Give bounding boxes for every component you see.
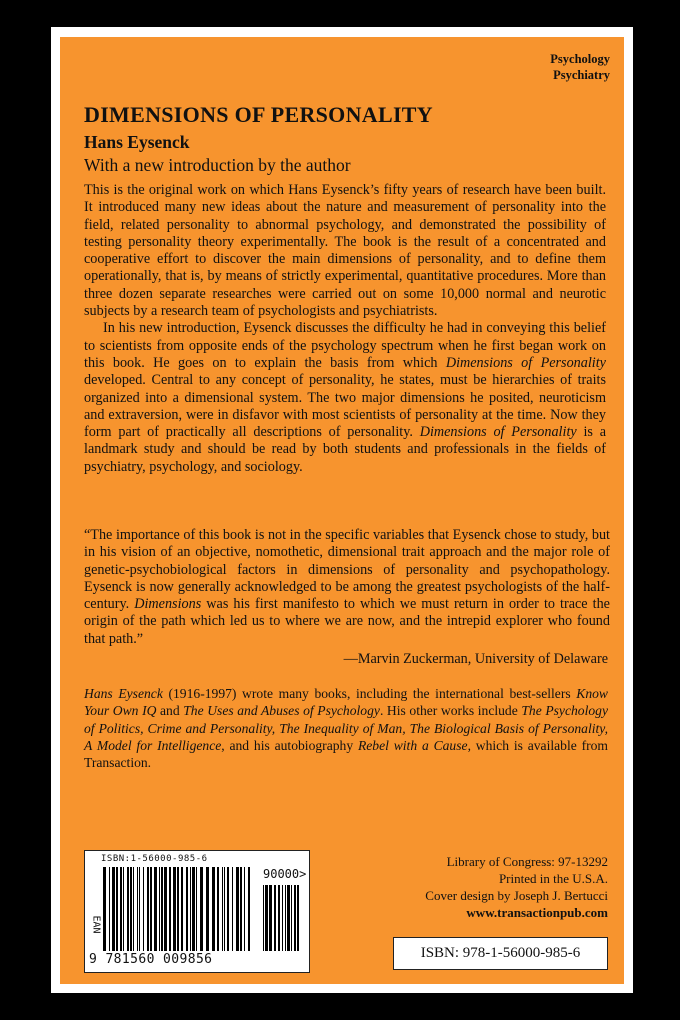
quote-attribution: —Marvin Zuckerman, University of Delaware <box>343 651 608 667</box>
barcode-bar <box>116 867 118 951</box>
isbn-box: ISBN: 978-1-56000-985-6 <box>393 937 608 970</box>
barcode-bar <box>186 867 188 951</box>
barcode-bar <box>227 867 229 951</box>
barcode-bar <box>164 867 167 951</box>
barcode-bar <box>232 867 233 951</box>
barcode-bar <box>133 867 134 951</box>
barcode-bar <box>181 867 183 951</box>
barcode-bar <box>154 867 157 951</box>
library-of-congress: Library of Congress: 97-13292 <box>446 854 608 869</box>
barcode-bar <box>112 867 115 951</box>
publisher-website[interactable]: www.transactionpub.com <box>466 905 608 920</box>
description-paragraph-2: In his new introduction, Eysenck discusses the difficulty he had in conveying this belief to scientists from opposite ends of the psychology spectrum when he first began work on this book. He goes on to explain the basis from which Dimensions of Personality developed. Central to any concept of personality, he states, must be hierarchies of traits organized into a dimensional system. The two major dimensions he posited, neuroticism and extraversion, were in disfavor with most scientists of personality at the time. Now they form part of practically all descriptions of personality. Dimensions of Personality is a landmark study and should be read by both students and professionals in the fields of psychiatry, psychology, and sociology. <box>84 320 606 475</box>
barcode-bar <box>236 867 239 951</box>
barcode-bar <box>240 867 242 951</box>
barcode-bar <box>173 867 176 951</box>
barcode-bar <box>103 867 106 951</box>
barcode-bar <box>169 867 171 951</box>
barcode-bar <box>212 867 215 951</box>
barcode-bar <box>278 885 280 951</box>
barcode-addon-bars <box>263 885 303 951</box>
barcode-bar <box>196 867 197 951</box>
barcode-bar <box>177 867 179 951</box>
barcode-bar <box>287 885 290 951</box>
intro-note: With a new introduction by the author <box>84 155 351 175</box>
barcode-isbn-text: ISBN:1-56000-985-6 <box>101 854 208 864</box>
back-cover-panel <box>60 37 624 984</box>
description-paragraph-1: This is the original work on which Hans Eysenck’s fifty years of research have been built. It introduced many new ideas about the nature and measurement of personality into the field, related personality to abnormal psychology, and demonstrated the possibility of testing personality theory experimentally. The book is the result of a concentrated and cooperative effort to discover the main dimensions of personality, and to define them operationally, that is, by means of strictly experimental, quantitative procedures. More than three dozen separate researches were carried out on some 10,000 normal and neurotic subjects by a research team of psychologists and psychiatrists. <box>84 182 606 320</box>
barcode-bar <box>206 867 209 951</box>
subject-psychology: Psychology <box>550 52 610 66</box>
barcode-bar <box>269 885 272 951</box>
book-title: DIMENSIONS OF PERSONALITY <box>84 102 433 127</box>
barcode-bar <box>265 885 268 951</box>
barcode-bar <box>285 885 286 951</box>
barcode-bar <box>274 885 276 951</box>
barcode-bars <box>103 867 253 951</box>
author-bio: Hans Eysenck (1916-1997) wrote many books, including the international best-sellers Know Your Own IQ and The Uses and Abuses of Psychology. His other works include The Psychology of Politics, Crime and Personality, The Inequality of Man, The Biological Basis of Personality, A Model for Intelligence, and his autobiography Rebel with a Cause, which is available from Transaction. <box>84 686 609 771</box>
book-author: Hans Eysenck <box>84 132 190 152</box>
barcode-bar <box>159 867 160 951</box>
review-quote: “The importance of this book is not in the specific variables that Eysenck chose to study, but in his vision of an objective, nomothetic, dimensional trait approach and the major role of genetic-psychobiological factors in dimensions of personality and psychopathology. Eysenck is now generally acknowledged to be among the greatest psychologists of the half-century. Dimensions was his first manifesto to which we must return in order to trace the origin of the path which led us to where we are now, and the intrepid explorer who found that path.” <box>84 527 610 647</box>
subject-psychiatry: Psychiatry <box>553 68 610 82</box>
barcode-bar <box>139 867 140 951</box>
barcode-bar <box>200 867 203 951</box>
barcode-digits: 9 781560 009856 <box>89 952 213 967</box>
barcode-bar <box>297 885 299 951</box>
barcode-bar <box>192 867 195 951</box>
barcode <box>84 850 310 973</box>
barcode-bar <box>224 867 225 951</box>
barcode-bar <box>150 867 152 951</box>
barcode-bar <box>291 885 292 951</box>
description <box>84 182 606 476</box>
barcode-bar <box>190 867 191 951</box>
cover-design-credit: Cover design by Joseph J. Bertucci <box>425 888 608 903</box>
barcode-addon-digits: 90000> <box>263 867 307 881</box>
barcode-bar <box>137 867 138 951</box>
barcode-bar <box>222 867 223 951</box>
barcode-bar <box>248 867 250 951</box>
ean-label: EAN <box>90 915 102 934</box>
barcode-bar <box>109 867 110 951</box>
barcode-bar <box>161 867 163 951</box>
barcode-bar <box>294 885 296 951</box>
subject-categories <box>550 51 610 83</box>
barcode-bar <box>244 867 245 951</box>
barcode-bar <box>143 867 144 951</box>
publisher-info <box>425 853 608 921</box>
barcode-bar <box>147 867 149 951</box>
barcode-bar <box>217 867 219 951</box>
barcode-bar <box>263 885 264 951</box>
barcode-bar <box>130 867 132 951</box>
barcode-bar <box>127 867 129 951</box>
printed-in: Printed in the U.S.A. <box>498 871 608 886</box>
barcode-bar <box>123 867 124 951</box>
barcode-bar <box>120 867 122 951</box>
barcode-bar <box>282 885 283 951</box>
